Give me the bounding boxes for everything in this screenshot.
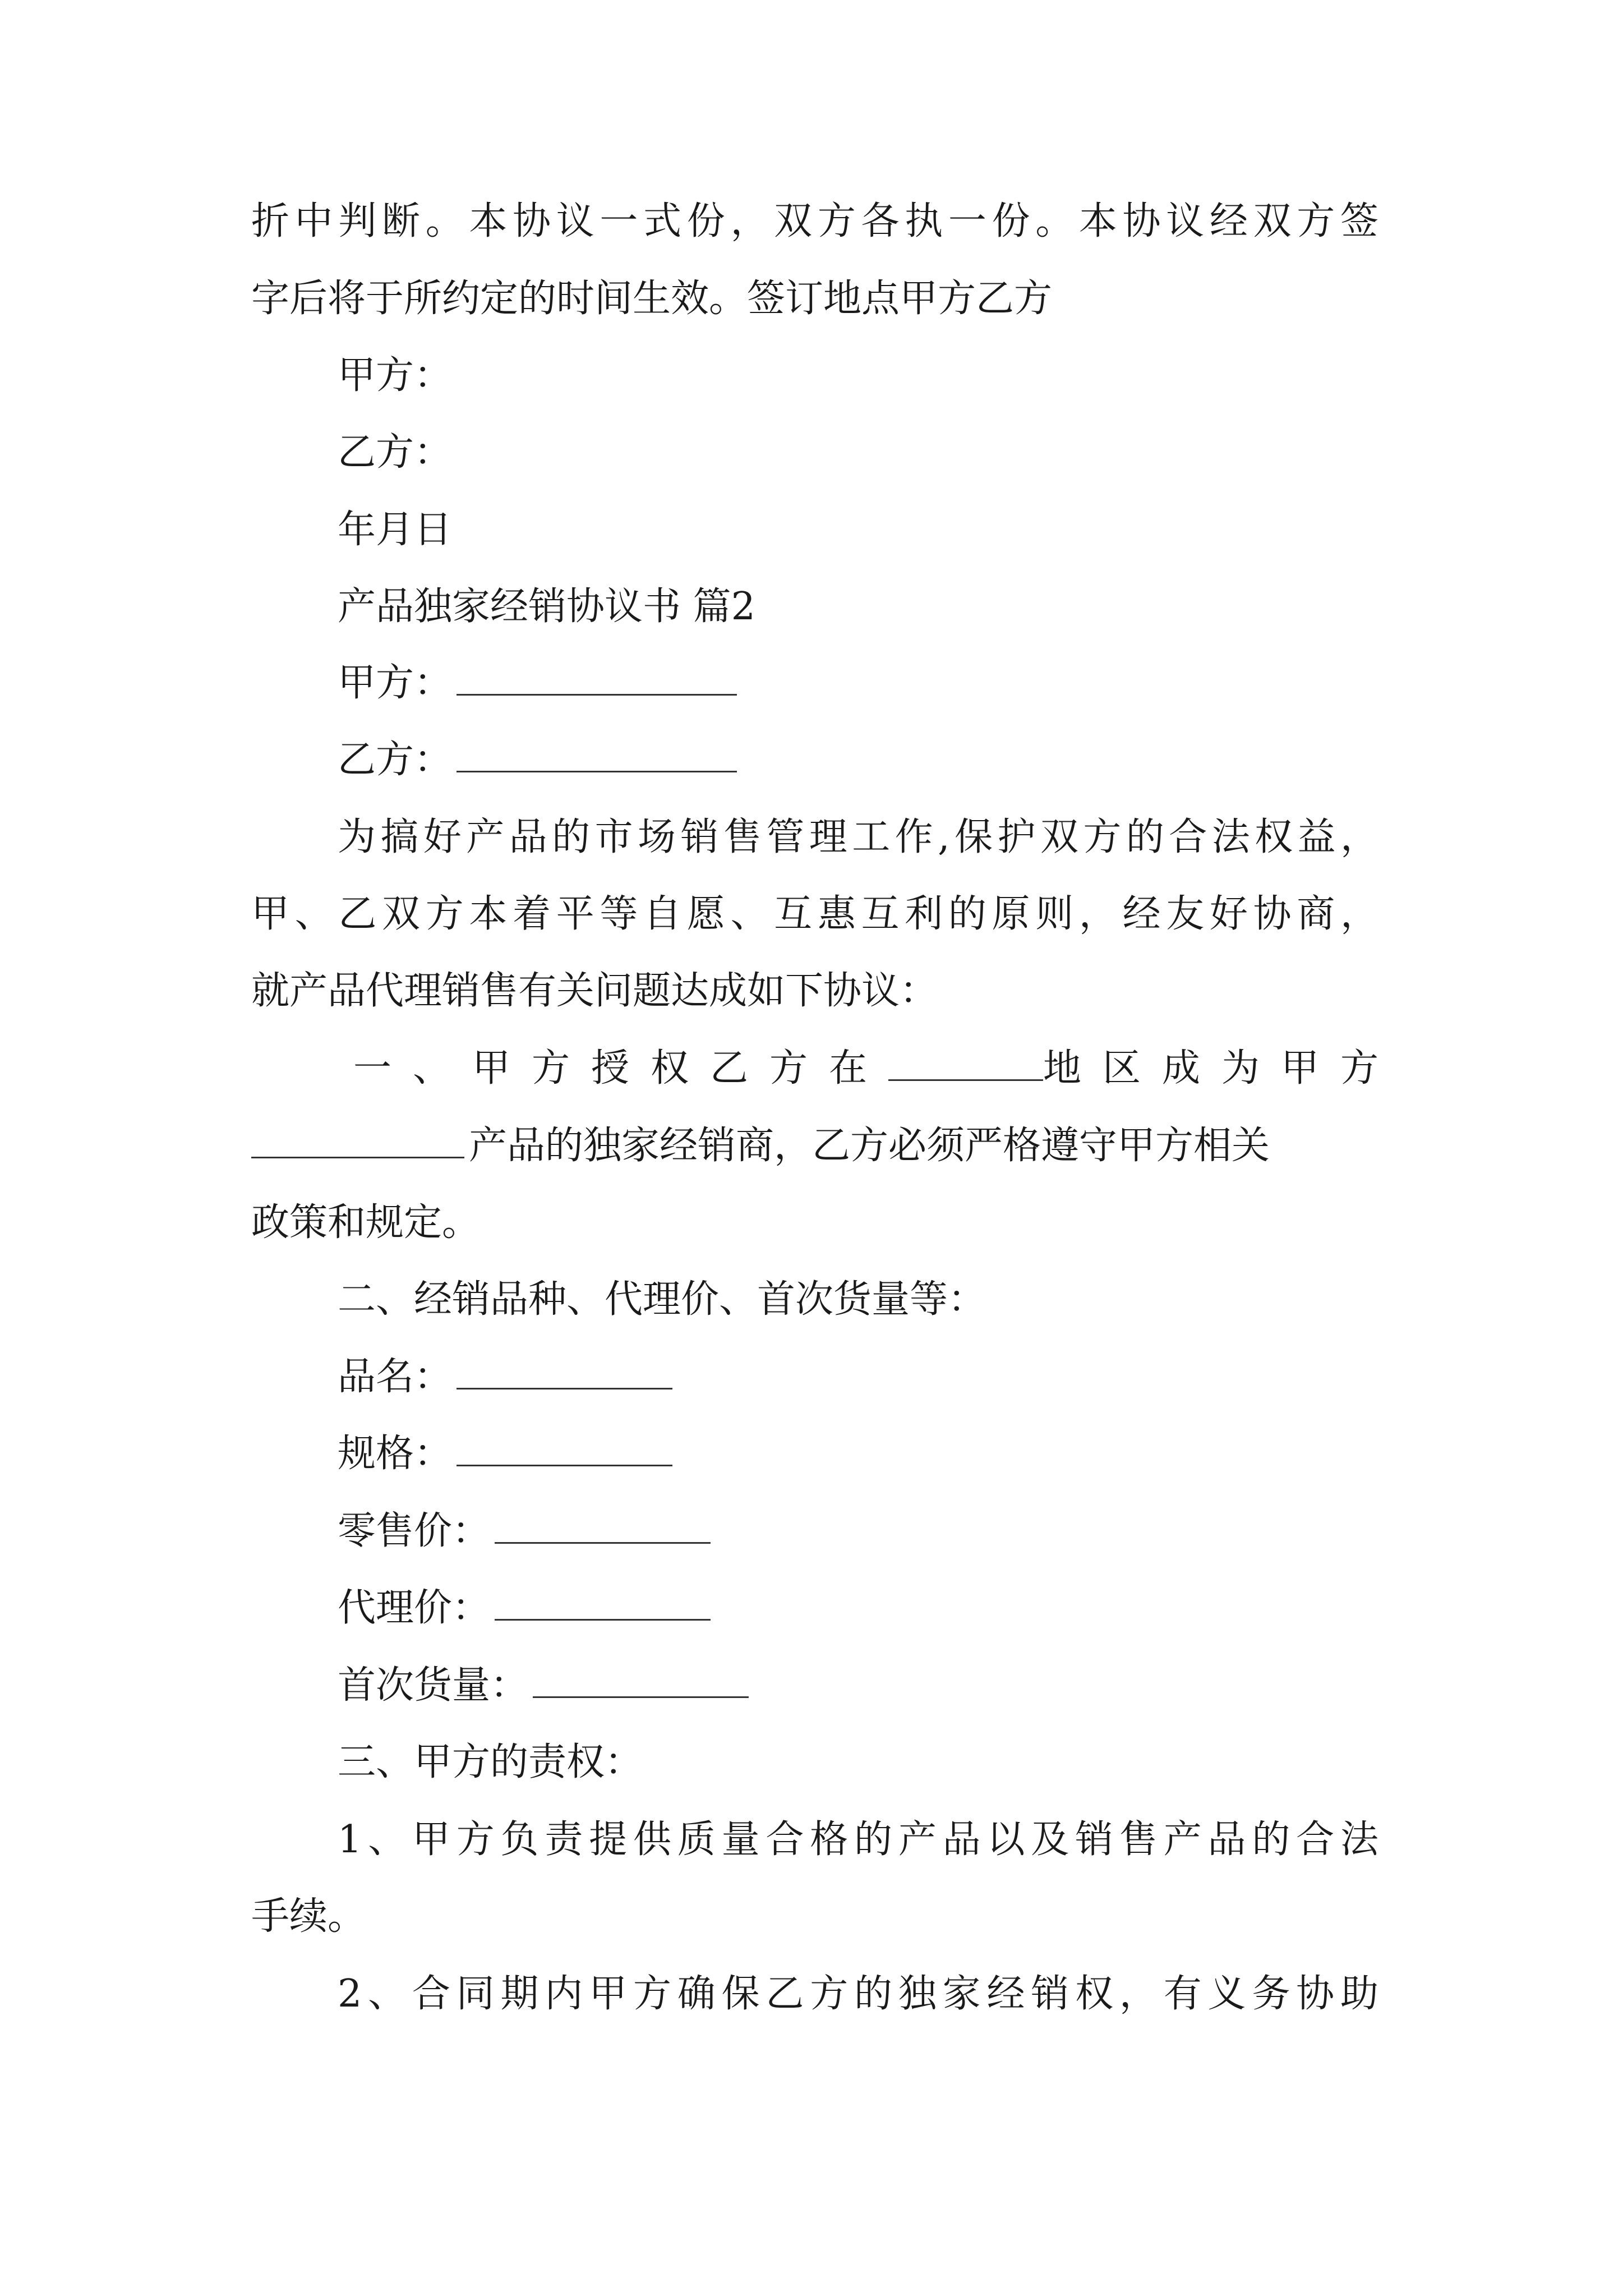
spec-field bbox=[338, 1429, 672, 1479]
party-b-label: 乙方： bbox=[338, 738, 453, 782]
retail-price-field bbox=[338, 1506, 711, 1557]
retail-price-label: 零售价： bbox=[338, 1509, 491, 1553]
first-quantity-field bbox=[338, 1660, 749, 1711]
signature-party-a: 甲方： bbox=[338, 353, 453, 398]
party-b-field bbox=[338, 735, 737, 785]
clause-1-line-1 bbox=[353, 1043, 1400, 1094]
preamble-line-3: 就产品代理销售有关问题达成如下协议： bbox=[251, 969, 938, 1013]
preamble-line-2: 甲、乙双方本着平等自愿、互惠互利的原则，经友好协商， bbox=[251, 892, 1378, 936]
clause-1-line-2 bbox=[251, 1121, 1270, 1171]
region-blank bbox=[888, 1046, 1043, 1081]
party-b-blank bbox=[457, 737, 737, 772]
clause-1-line-2-text: 产品的独家经销商，乙方必须严格遵守甲方相关 bbox=[469, 1124, 1270, 1168]
signature-party-b: 乙方： bbox=[338, 430, 453, 475]
clause-1-part-b: 地区成为甲方 bbox=[1043, 1046, 1400, 1091]
signature-date: 年月日 bbox=[338, 508, 453, 552]
party-a-label: 甲方： bbox=[338, 661, 453, 705]
retail-price-blank bbox=[495, 1508, 711, 1544]
agent-price-label: 代理价： bbox=[338, 1586, 491, 1630]
agent-price-blank bbox=[495, 1585, 711, 1621]
product-blank bbox=[251, 1123, 464, 1158]
first-quantity-blank bbox=[533, 1663, 749, 1698]
party-a-blank bbox=[457, 660, 737, 696]
item-1-line-2: 手续。 bbox=[251, 1894, 366, 1939]
closing-line-1: 折中判断。本协议一式份，双方各执一份。本协议经双方签 bbox=[251, 199, 1378, 243]
spec-label: 规格： bbox=[338, 1432, 453, 1476]
product-name-field bbox=[338, 1352, 672, 1402]
closing-line-2: 字后将于所约定的时间生效。签订地点甲方乙方 bbox=[251, 277, 1053, 321]
clause-1-part-a: 一、甲方授权乙方在 bbox=[353, 1046, 889, 1091]
party-a-field bbox=[338, 658, 737, 708]
agent-price-field bbox=[338, 1583, 711, 1634]
section-title: 产品独家经销协议书 篇2 bbox=[338, 585, 755, 629]
clause-2-title: 二、经销品种、代理价、首次货量等： bbox=[338, 1277, 986, 1322]
first-quantity-label: 首次货量： bbox=[338, 1663, 529, 1708]
product-name-blank bbox=[457, 1354, 672, 1389]
clause-3-title: 三、甲方的责权： bbox=[338, 1740, 643, 1784]
product-name-label: 品名： bbox=[338, 1355, 453, 1399]
clause-1-line-3: 政策和规定。 bbox=[251, 1200, 481, 1245]
item-2-line-1: 2、合同期内甲方确保乙方的独家经销权，有义务协助 bbox=[338, 1972, 1378, 2016]
spec-blank bbox=[457, 1431, 672, 1466]
item-1-line-1: 1、甲方负责提供质量合格的产品以及销售产品的合法 bbox=[338, 1818, 1378, 1862]
preamble-line-1: 为搞好产品的市场销售管理工作,保护双方的合法权益， bbox=[338, 815, 1378, 859]
